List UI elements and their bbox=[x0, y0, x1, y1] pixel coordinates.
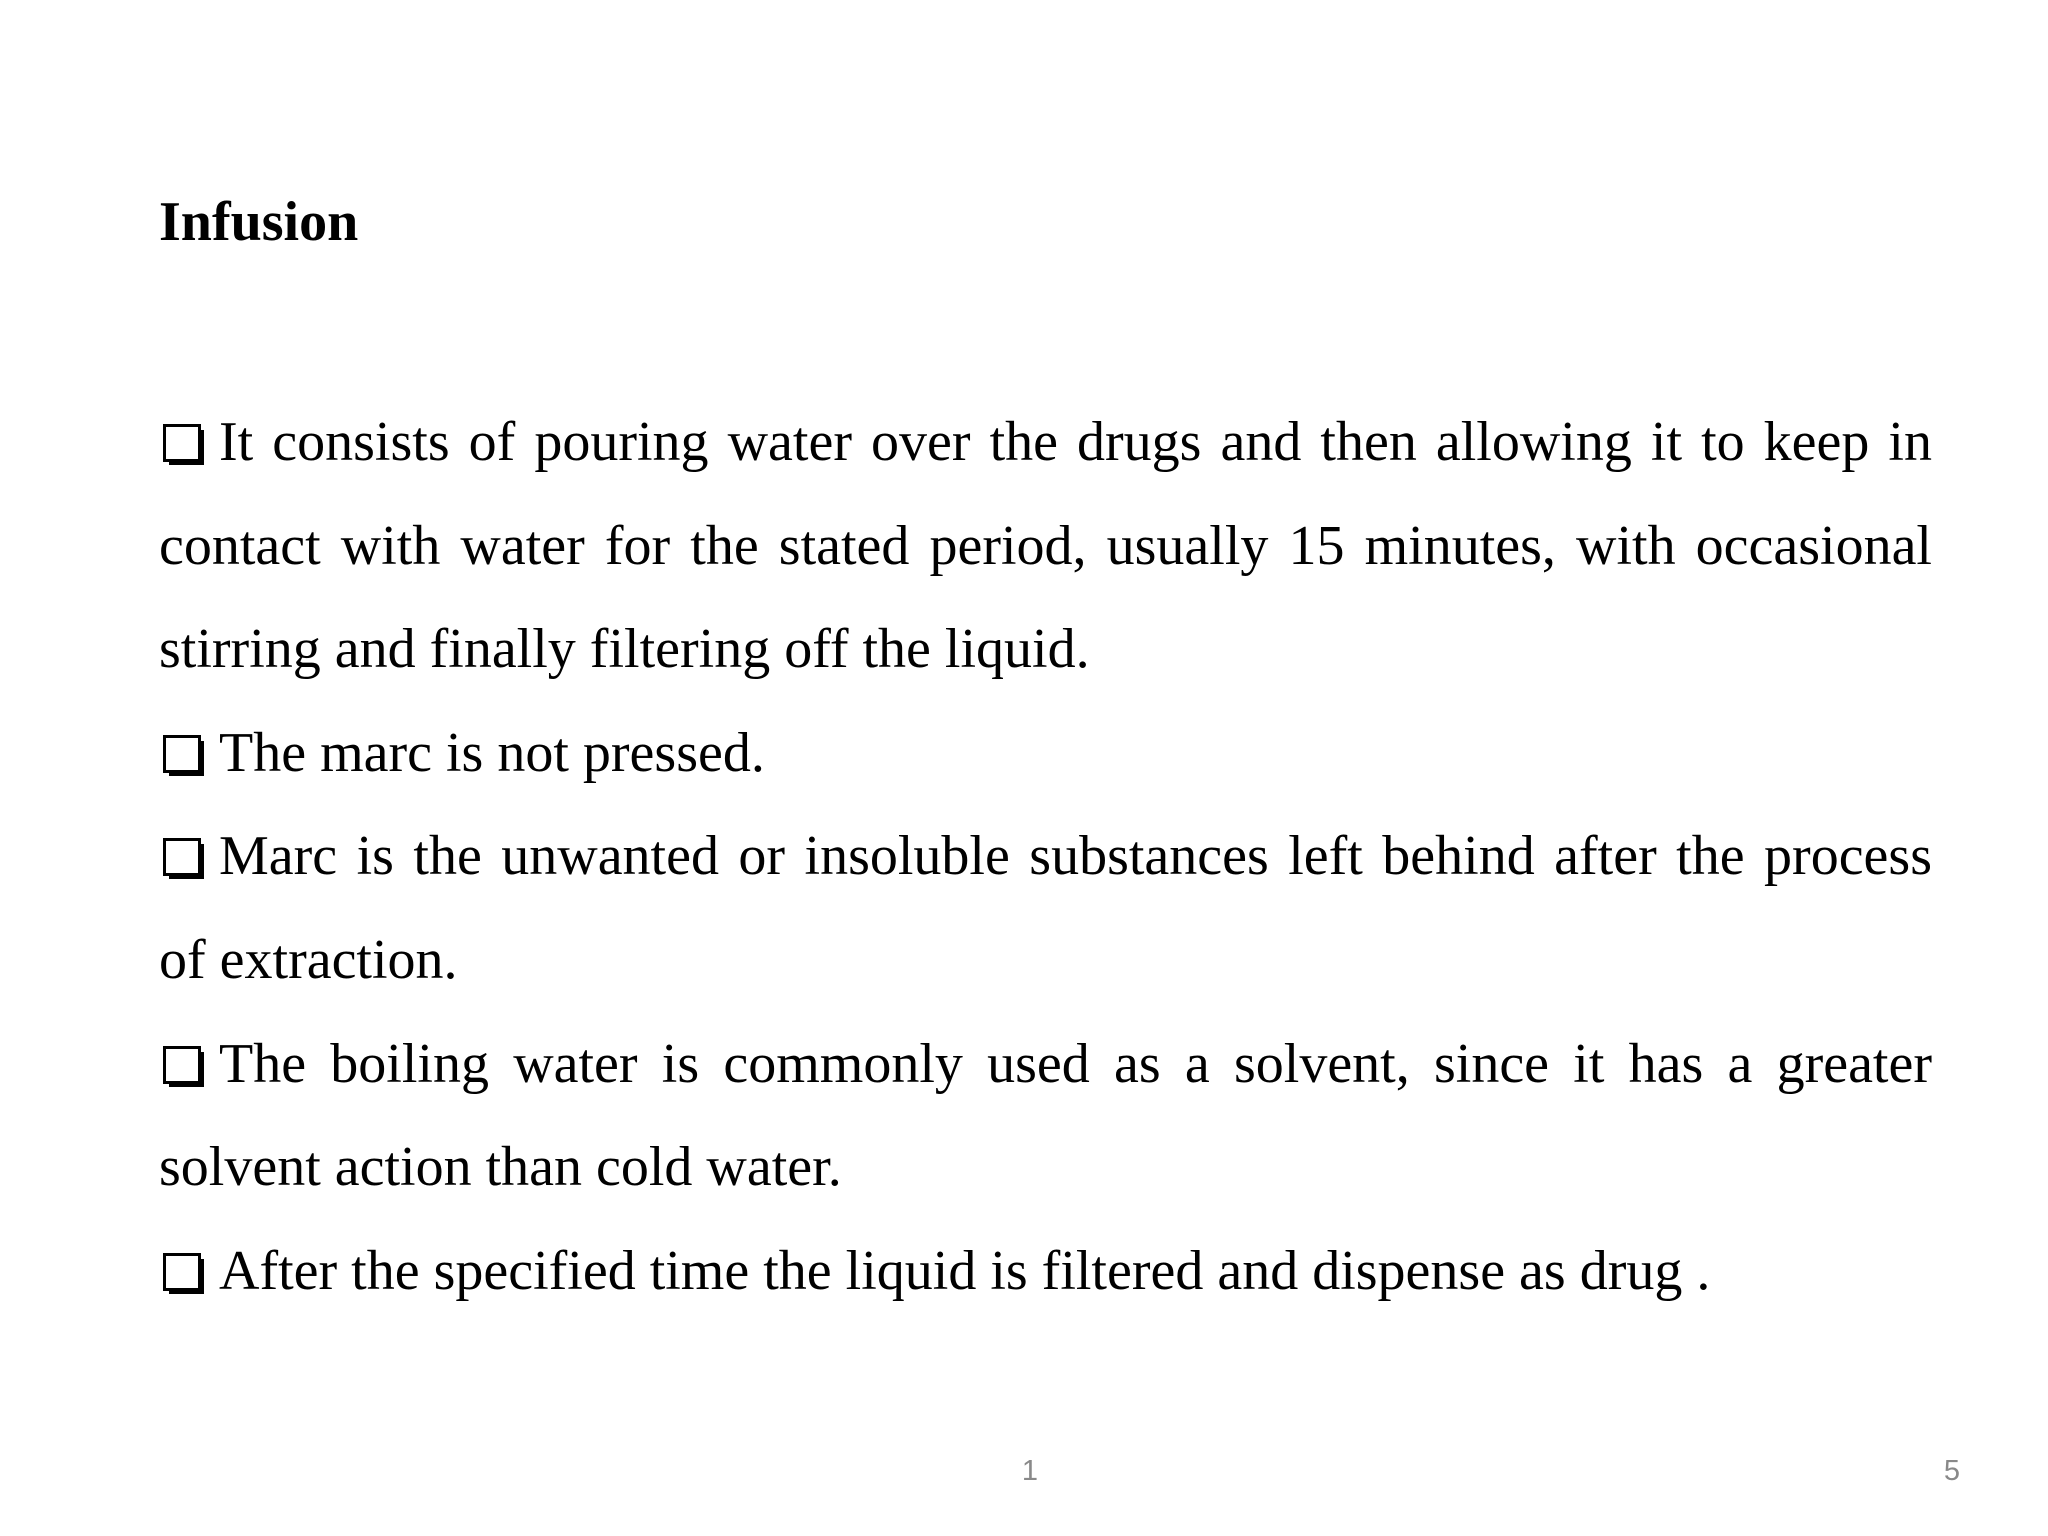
checkbox-icon bbox=[163, 735, 201, 773]
bullet-text: Marc is the unwanted or insoluble substances left behind after the process of extraction. bbox=[159, 825, 1932, 991]
footer-page-number: 1 bbox=[1021, 1455, 1039, 1487]
bullet-item bbox=[159, 391, 1932, 702]
slide-number: 5 bbox=[1943, 1455, 1960, 1487]
bullet-item bbox=[159, 805, 1932, 1012]
checkbox-icon bbox=[163, 838, 201, 876]
checkbox-icon bbox=[163, 1253, 201, 1291]
checkbox-icon bbox=[163, 424, 201, 462]
bullet-item bbox=[159, 1013, 1932, 1220]
bullet-text: After the specified time the liquid is filtered and dispense as drug . bbox=[219, 1239, 1711, 1302]
checkbox-icon bbox=[163, 1046, 201, 1084]
bullet-text: It consists of pouring water over the drugs and then allowing it to keep in contact with water for the stated period, usually 15 minutes, with occasional stirring and finally filtering off the liquid. bbox=[159, 411, 1932, 681]
slide-title: Infusion bbox=[159, 191, 359, 253]
bullet-list bbox=[159, 391, 1932, 1323]
bullet-item bbox=[159, 702, 1932, 806]
bullet-text: The marc is not pressed. bbox=[219, 721, 765, 784]
bullet-item bbox=[159, 1220, 1932, 1324]
bullet-text: The boiling water is commonly used as a solvent, since it has a greater solvent action than cold water. bbox=[159, 1032, 1932, 1199]
